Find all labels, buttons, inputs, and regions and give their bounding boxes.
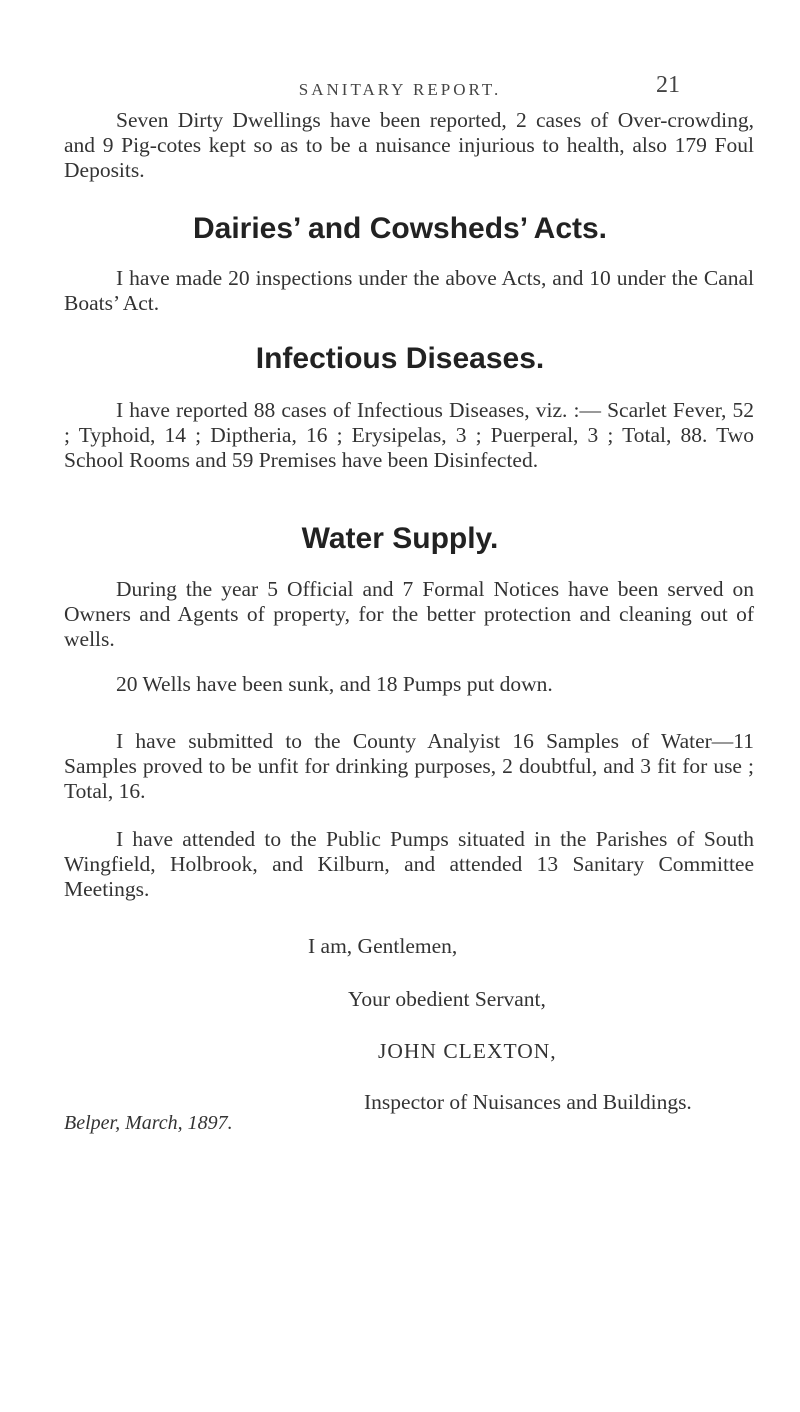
water-paragraph-notices: During the year 5 Official and 7 Formal Notices have been served on Owners and Agents of property, for the better protection and cleaning out of wells. [64, 577, 754, 651]
signatory-name: JOHN CLEXTON, [378, 1039, 557, 1063]
water-heading: Water Supply. [301, 522, 499, 555]
dairies-paragraph: I have made 20 inspections under the above Acts, and 10 under the Canal Boats’ Act. [64, 266, 754, 315]
page-number: 21 [656, 72, 680, 98]
dairies-heading: Dairies’ and Cowsheds’ Acts. [192, 212, 608, 245]
infectious-heading: Infectious Diseases. [255, 342, 545, 375]
closing-salutation: I am, Gentlemen, [308, 934, 458, 958]
water-paragraph-wells: 20 Wells have been sunk, and 18 Pumps put down. [116, 672, 553, 696]
place-and-date: Belper, March, 1897. [64, 1112, 233, 1134]
signatory-title: Inspector of Nuisances and Buildings. [364, 1090, 692, 1114]
water-paragraph-pumps: I have attended to the Public Pumps situated in the Parishes of South Wingfield, Holbrook, and Kilburn, and attended 13 Sanitary Committee Meetings. [64, 827, 754, 901]
infectious-paragraph: I have reported 88 cases of Infectious Diseases, viz. :— Scarlet Fever, 52 ; Typhoid, 14 ; Diptheria, 16 ; Erysipelas, 3 ; Puerperal, 3 ; Total, 88. Two School Rooms and 59 Premises have been Disinfected. [64, 398, 754, 472]
closing-valediction: Your obedient Servant, [348, 987, 546, 1011]
water-paragraph-samples: I have submitted to the County Analyist 16 Samples of Water—11 Samples proved to be unfit for drinking purposes, 2 doubtful, and 3 fit for use ; Total, 16. [64, 729, 754, 803]
intro-paragraph: Seven Dirty Dwellings have been reported, 2 cases of Over-crowding, and 9 Pig-cotes kept so as to be a nuisance injurious to health, also 179 Foul Deposits. [64, 108, 754, 182]
running-title: SANITARY REPORT. [298, 80, 502, 99]
